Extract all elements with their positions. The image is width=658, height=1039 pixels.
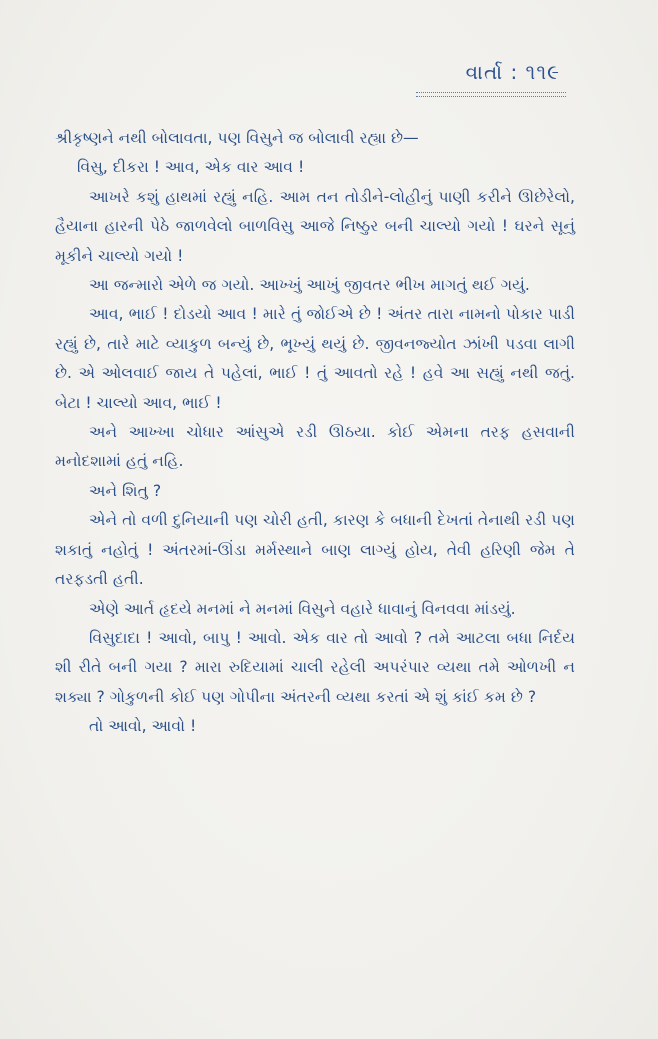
paragraph: તો આવો, આવો ! xyxy=(89,717,197,736)
page-header: વાર્તા : ૧૧૯ xyxy=(465,60,560,84)
paragraph: વિસુદાદા ! આવો, બાપુ ! આવો. એક વાર તો આવો ? તમે આટલા બધા નિર્દય શી રીતે બની ગયા ? મારા રુદિયામાં ચાલી રહેલી અપરંપાર વ્યથા તમે ઓળખી ન શક્યા ? ગોકુળની કોઈ પણ ગોપીના અંતરની વ્યથા કરતાં એ શું કાંઈ કમ છે ? xyxy=(55,628,575,706)
header-underline xyxy=(416,92,566,97)
paragraph: શ્રીકૃષ્ણને નથી બોલાવતા, પણ વિસુને જ બોલાવી રહ્યા છે— xyxy=(55,129,419,147)
paragraph: આખરે કશું હાથમાં રહ્યું નહિ. આમ તન તોડીને-લોહીનું પાણી કરીને ઊછેરેલો, હૈયાના હારની પેઠે જાળવેલો બાળવિસુ આજે નિષ્ઠુર બની ચાલ્યો ગયો ! ઘરને સૂનું મૂકીને ચાલ્યો ગયો ! xyxy=(55,187,575,265)
paragraph: આ જન્મારો એળે જ ગયો. આખ્ખુંં આખું જીવતર ભીખ માગતું થઈ ગયું. xyxy=(89,276,530,295)
paragraph: અને શિતુ ? xyxy=(89,481,162,500)
story-text xyxy=(55,124,575,742)
paragraph: એને તો વળી દુનિયાની પણ ચોરી હતી, કારણ કે બધાની દેખતાં તેનાથી રડી પણ શકાતું નહોતું ! અંતરમાં-ઊંડા મર્મસ્થાને બાણ લાગ્યું હોય, તેવી હરિણી જેમ તે તરફડતી હતી. xyxy=(55,511,575,589)
paragraph: એણે આર્ત હૃદયે મનમાં ને મનમાં વિસુને વહારે ધાવાનું વિનવવા માંડયું. xyxy=(89,599,516,618)
paragraph: વિસુ, દીકરા ! આવ, એક વાર આવ ! xyxy=(77,158,305,177)
paragraph: આવ, ભાઈ ! દોડયો આવ ! મારે તું જોઈએ છે ! અંતર તારા નામનો પોકાર પાડી રહ્યું છે, તારે માટે વ્યાકુળ બન્યું છે, ભૂખ્યું થયું છે. જીવનજ્યોત ઝાંખી પડવા લાગી છે. એ ઓલવાઈ જાય તે પહેલાં, ભાઈ ! તું આવતો રહે ! હવે આ સહ્યું નથી જતું. બેટા ! ચાલ્યો આવ, ભાઈ ! xyxy=(55,305,575,412)
paragraph: અને આખ્ખા ચોધાર આંસુએ રડી ઊઠયા. કોઈ એમના તરફ હસવાની મનોદશામાં હતું નહિ. xyxy=(55,423,575,471)
